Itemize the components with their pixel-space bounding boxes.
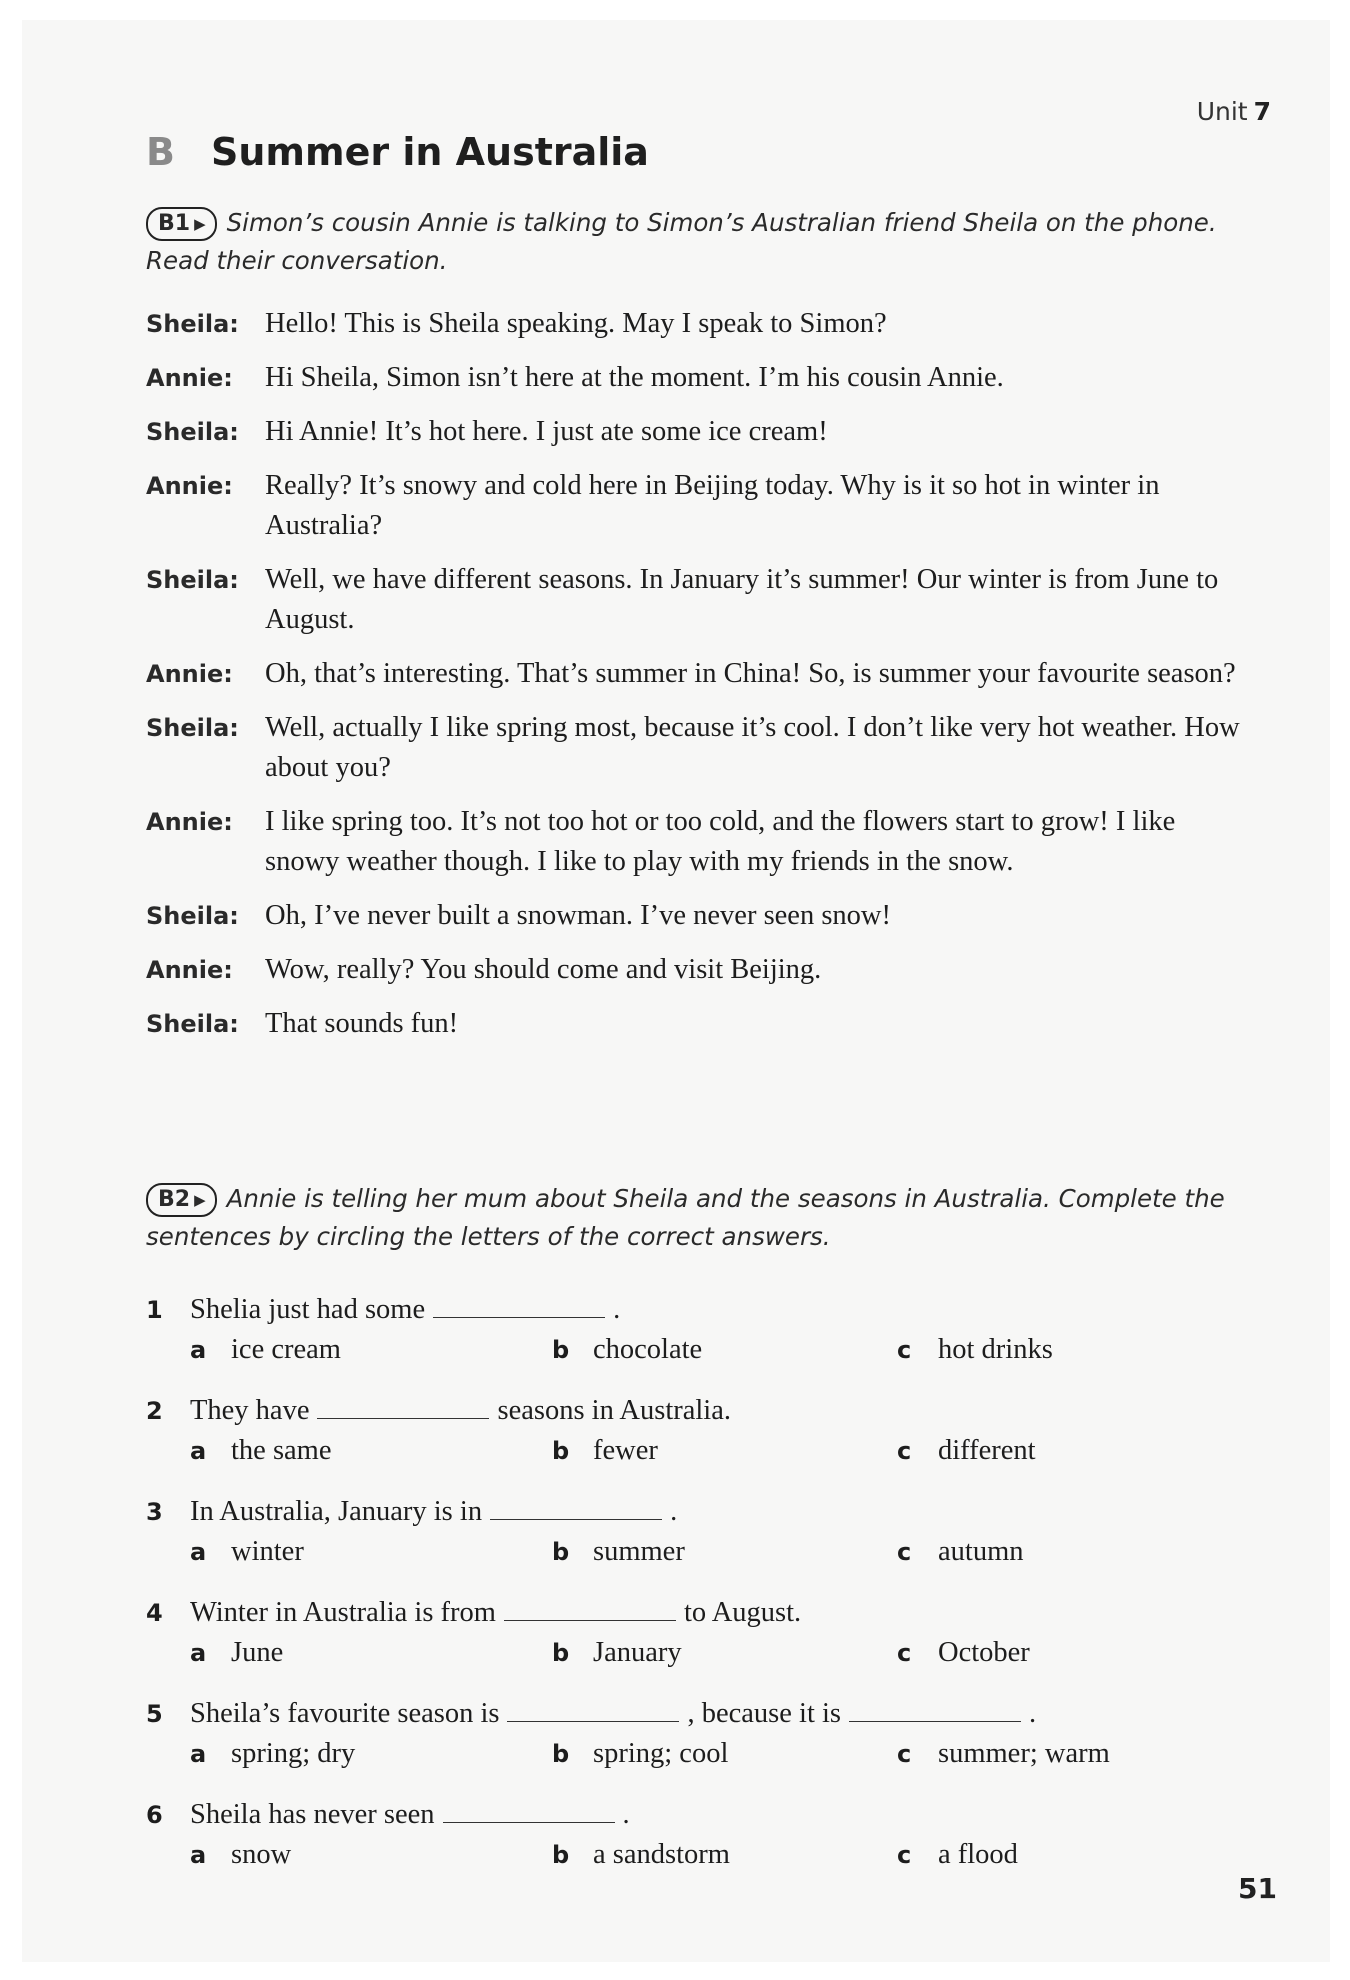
- question-text: , because it is: [687, 1698, 842, 1729]
- option-letter: c: [897, 1538, 912, 1566]
- option-text: snow: [231, 1839, 292, 1870]
- answer-option-c[interactable]: [897, 1633, 1030, 1673]
- answer-options: [146, 1431, 1246, 1471]
- answer-options: [146, 1734, 1246, 1774]
- option-text: fewer: [593, 1435, 658, 1466]
- option-letter: c: [897, 1639, 912, 1667]
- speaker-name: Annie:: [146, 808, 233, 836]
- play-icon: ▶: [194, 214, 206, 233]
- question-text: to August.: [683, 1597, 802, 1628]
- speech-text: Hello! This is Sheila speaking. May I speak to Simon?: [265, 308, 887, 339]
- speaker-name: Sheila:: [146, 1010, 239, 1038]
- section-heading: [146, 130, 649, 174]
- speaker-name: Annie:: [146, 472, 233, 500]
- b2-instruction-text: Annie is telling her mum about Sheila and the seasons in Australia. Complete the sentences by circling the letters of the correct answers.: [146, 1184, 1225, 1251]
- option-text: summer: [593, 1536, 685, 1567]
- unit-word: Unit: [1196, 97, 1248, 126]
- option-text: autumn: [938, 1536, 1024, 1567]
- question-text: Sheila’s favourite season is: [190, 1698, 500, 1729]
- question-sentence: [190, 1593, 801, 1633]
- play-icon: ▶: [194, 1190, 206, 1209]
- answer-option-c[interactable]: [897, 1734, 1110, 1774]
- question-stem: [146, 1795, 1246, 1835]
- question-item: [146, 1694, 1246, 1774]
- b1-instruction: [146, 204, 1266, 280]
- answer-blank: [490, 1493, 662, 1520]
- option-text: summer; warm: [938, 1738, 1110, 1769]
- question-stem: [146, 1492, 1246, 1532]
- question-stem: [146, 1391, 1246, 1431]
- answer-option-b[interactable]: [552, 1532, 897, 1572]
- question-sentence: [190, 1795, 630, 1835]
- option-letter: a: [190, 1740, 207, 1768]
- option-letter: b: [552, 1639, 570, 1667]
- answer-blank: [504, 1594, 676, 1621]
- b1-instruction-text: Simon’s cousin Annie is talking to Simon’s Australian friend Sheila on the phone. Read their conversation.: [146, 208, 1217, 275]
- option-text: chocolate: [593, 1334, 703, 1365]
- dialogue-line: [146, 950, 1256, 990]
- answer-option-a[interactable]: [190, 1835, 552, 1875]
- speech-text: Well, actually I like spring most, because it’s cool. I don’t like very hot weather. How about you?: [265, 712, 1240, 783]
- option-letter: c: [897, 1336, 912, 1364]
- answer-blank: [507, 1695, 679, 1722]
- dialogue: [146, 304, 1256, 1058]
- speech-text: Well, we have different seasons. In January it’s summer! Our winter is from June to August.: [265, 564, 1219, 635]
- unit-number: 7: [1253, 97, 1271, 126]
- speaker-name: Sheila:: [146, 418, 239, 446]
- option-letter: a: [190, 1639, 207, 1667]
- question-sentence: [190, 1694, 1036, 1734]
- option-text: a flood: [938, 1839, 1018, 1870]
- question-stem: [146, 1694, 1246, 1734]
- dialogue-line: [146, 560, 1256, 640]
- section-letter: B: [146, 130, 175, 174]
- option-letter: c: [897, 1740, 912, 1768]
- answer-blank: [849, 1695, 1021, 1722]
- option-text: winter: [231, 1536, 304, 1567]
- speech-text: Oh, I’ve never built a snowman. I’ve never seen snow!: [265, 900, 891, 931]
- b2-instruction: [146, 1180, 1266, 1256]
- question-list: [146, 1290, 1246, 1896]
- speaker-name: Sheila:: [146, 902, 239, 930]
- question-number: 4: [146, 1599, 163, 1627]
- option-text: spring; cool: [593, 1738, 729, 1769]
- b2-audio-badge[interactable]: [146, 1183, 217, 1217]
- answer-option-b[interactable]: [552, 1431, 897, 1471]
- answer-option-b[interactable]: [552, 1633, 897, 1673]
- answer-option-a[interactable]: [190, 1330, 552, 1370]
- section-title: Summer in Australia: [210, 130, 649, 174]
- answer-option-a[interactable]: [190, 1532, 552, 1572]
- dialogue-line: [146, 708, 1256, 788]
- question-item: [146, 1391, 1246, 1471]
- answer-blank: [443, 1796, 615, 1823]
- question-text: seasons in Australia.: [497, 1395, 731, 1426]
- speech-text: Really? It’s snowy and cold here in Beijing today. Why is it so hot in winter in Australia?: [265, 470, 1160, 541]
- speech-text: I like spring too. It’s not too hot or too cold, and the flowers start to grow! I like snowy weather though. I like to play with my friends in the snow.: [265, 806, 1176, 877]
- speaker-name: Sheila:: [146, 714, 239, 742]
- option-text: spring; dry: [231, 1738, 356, 1769]
- question-item: [146, 1290, 1246, 1370]
- answer-options: [146, 1835, 1246, 1875]
- dialogue-line: [146, 654, 1256, 694]
- question-stem: [146, 1290, 1246, 1330]
- speech-text: That sounds fun!: [265, 1008, 459, 1039]
- dialogue-line: [146, 896, 1256, 936]
- answer-blank: [317, 1392, 489, 1419]
- dialogue-line: [146, 466, 1256, 546]
- option-letter: a: [190, 1437, 207, 1465]
- question-text: .: [670, 1496, 678, 1527]
- option-letter: a: [190, 1336, 207, 1364]
- answer-option-c[interactable]: [897, 1835, 1018, 1875]
- b1-audio-badge[interactable]: [146, 207, 217, 241]
- question-text: Shelia just had some: [190, 1294, 426, 1325]
- answer-options: [146, 1532, 1246, 1572]
- option-letter: c: [897, 1841, 912, 1869]
- option-text: the same: [231, 1435, 332, 1466]
- option-letter: b: [552, 1740, 570, 1768]
- option-text: hot drinks: [938, 1334, 1053, 1365]
- question-number: 1: [146, 1296, 163, 1324]
- option-letter: c: [897, 1437, 912, 1465]
- answer-option-b[interactable]: [552, 1330, 897, 1370]
- question-number: 6: [146, 1801, 163, 1829]
- answer-option-c[interactable]: [897, 1330, 1053, 1370]
- answer-option-a[interactable]: [190, 1633, 552, 1673]
- question-item: [146, 1492, 1246, 1572]
- b1-badge-label: B1: [158, 211, 191, 236]
- question-number: 3: [146, 1498, 163, 1526]
- option-text: different: [938, 1435, 1036, 1466]
- speech-text: Hi Annie! It’s hot here. I just ate some ice cream!: [265, 416, 828, 447]
- answer-option-a[interactable]: [190, 1431, 552, 1471]
- answer-option-c[interactable]: [897, 1431, 1036, 1471]
- option-text: June: [231, 1637, 284, 1668]
- question-text: They have: [190, 1395, 310, 1426]
- question-text: Sheila has never seen: [190, 1799, 435, 1830]
- option-letter: b: [552, 1841, 570, 1869]
- dialogue-line: [146, 358, 1256, 398]
- question-item: [146, 1795, 1246, 1875]
- option-letter: a: [190, 1538, 207, 1566]
- speaker-name: Annie:: [146, 660, 233, 688]
- dialogue-line: [146, 802, 1256, 882]
- speech-text: Oh, that’s interesting. That’s summer in China! So, is summer your favourite season?: [265, 658, 1236, 689]
- question-number: 2: [146, 1397, 163, 1425]
- option-letter: b: [552, 1336, 570, 1364]
- speaker-name: Annie:: [146, 364, 233, 392]
- dialogue-line: [146, 1004, 1256, 1044]
- answer-option-a[interactable]: [190, 1734, 552, 1774]
- option-text: a sandstorm: [593, 1839, 730, 1870]
- speaker-name: Annie:: [146, 956, 233, 984]
- page-number: 51: [1238, 1872, 1277, 1905]
- answer-blank: [433, 1291, 605, 1318]
- question-text: .: [622, 1799, 630, 1830]
- question-stem: [146, 1593, 1246, 1633]
- question-text: .: [1029, 1698, 1037, 1729]
- speech-text: Wow, really? You should come and visit Beijing.: [265, 954, 822, 985]
- answer-option-b[interactable]: [552, 1835, 897, 1875]
- option-letter: b: [552, 1538, 570, 1566]
- answer-option-c[interactable]: [897, 1532, 1024, 1572]
- question-sentence: [190, 1391, 731, 1431]
- option-text: January: [593, 1637, 682, 1668]
- speaker-name: Sheila:: [146, 566, 239, 594]
- answer-option-b[interactable]: [552, 1734, 897, 1774]
- answer-options: [146, 1633, 1246, 1673]
- question-text: Winter in Australia is from: [190, 1597, 496, 1628]
- question-text: In Australia, January is in: [190, 1496, 483, 1527]
- answer-options: [146, 1330, 1246, 1370]
- question-number: 5: [146, 1700, 163, 1728]
- question-sentence: [190, 1290, 620, 1330]
- question-text: .: [613, 1294, 621, 1325]
- b2-badge-label: B2: [158, 1187, 191, 1212]
- dialogue-line: [146, 304, 1256, 344]
- option-text: October: [938, 1637, 1030, 1668]
- option-letter: a: [190, 1841, 207, 1869]
- dialogue-line: [146, 412, 1256, 452]
- speech-text: Hi Sheila, Simon isn’t here at the moment. I’m his cousin Annie.: [265, 362, 1004, 393]
- unit-label: [1197, 97, 1271, 126]
- option-letter: b: [552, 1437, 570, 1465]
- speaker-name: Sheila:: [146, 310, 239, 338]
- option-text: ice cream: [231, 1334, 341, 1365]
- question-sentence: [190, 1492, 677, 1532]
- question-item: [146, 1593, 1246, 1673]
